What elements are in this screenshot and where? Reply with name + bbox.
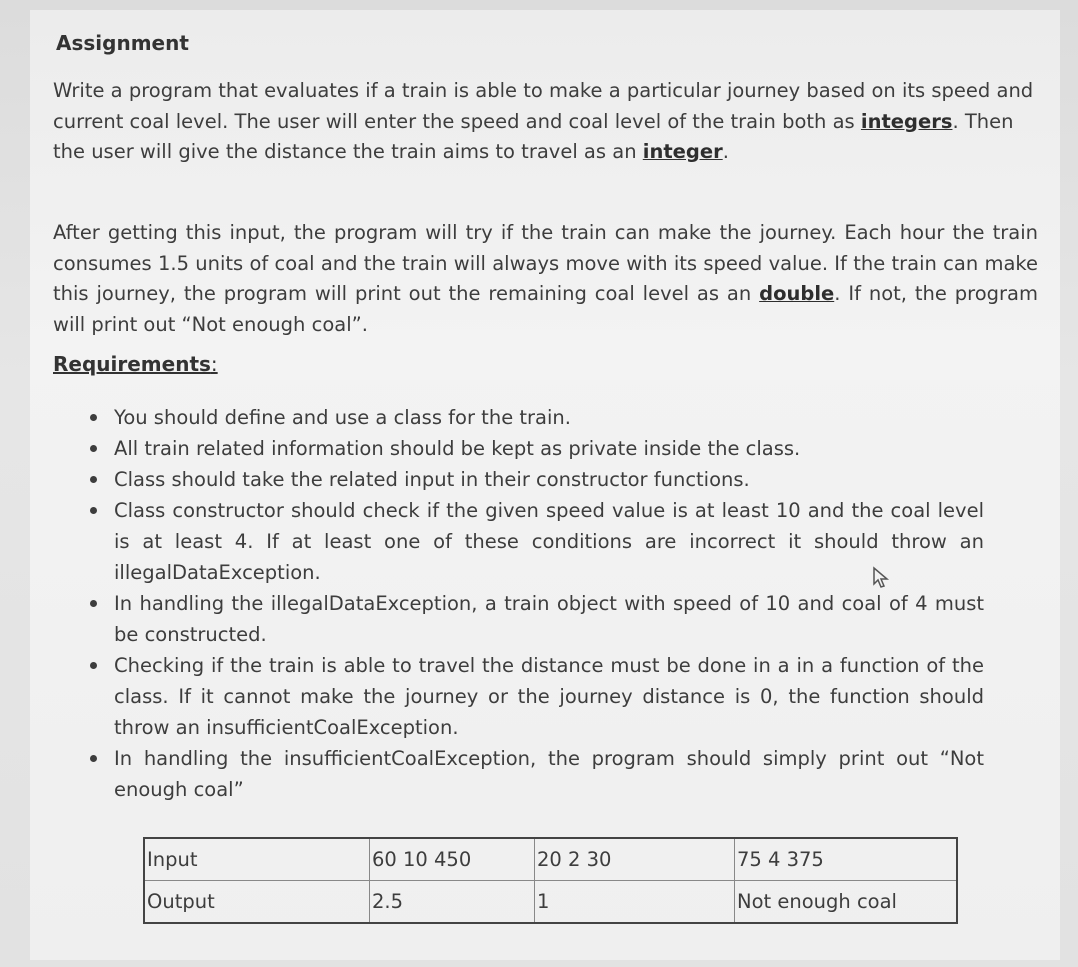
table-cell: 1	[535, 881, 735, 924]
keyword-double: double	[759, 282, 835, 305]
bullet-icon	[90, 414, 97, 421]
table-row-input	[144, 838, 957, 881]
requirements-heading-text: Requirements	[53, 352, 211, 376]
table-row-output	[144, 881, 957, 924]
requirement-text: Checking if the train is able to travel the distance must be done in a in a function of the class. If it cannot make the journey or the journey distance is 0, the function should throw an insufficientCoalException.	[114, 654, 984, 739]
requirements-list	[114, 402, 984, 805]
requirement-text: All train related information should be kept as private inside the class.	[114, 437, 801, 460]
behavior-text-1: After getting this input, the program will try if the train can make the journey. Each hour the train consumes 1.5 units of coal and the train will always move with its speed value. If the train can make this journey, the program will print out the remaining coal level as an	[53, 221, 1038, 305]
requirement-item	[114, 495, 984, 588]
bullet-icon	[90, 600, 97, 607]
mouse-pointer-icon-svg	[872, 566, 892, 590]
intro-paragraph	[53, 76, 1038, 168]
behavior-text-2: . If not, the program will print out “Not enough coal”.	[53, 282, 1038, 336]
table-cell: Output	[144, 881, 370, 924]
table-cell: 60 10 450	[370, 838, 535, 881]
io-example-table	[143, 837, 958, 924]
requirement-item	[114, 464, 984, 495]
intro-text-1: Write a program that evaluates if a train is able to make a particular journey based on its speed and current coal level. The user will enter the speed and coal level of the train both as	[53, 79, 1034, 133]
requirement-item	[114, 650, 984, 743]
requirement-item	[114, 402, 984, 433]
behavior-paragraph	[53, 218, 1038, 340]
requirement-text: Class should take the related input in their constructor functions.	[114, 468, 750, 491]
bullet-icon	[90, 476, 97, 483]
bullet-icon	[90, 507, 97, 514]
keyword-integers: integers	[860, 109, 953, 133]
requirement-text: In handling the illegalDataException, a train object with speed of 10 and coal of 4 must be constructed.	[114, 592, 984, 646]
intro-text-2: . Then the user will give the distance the train aims to travel as an	[53, 109, 1014, 163]
table-cell: 20 2 30	[535, 838, 735, 881]
keyword-integer: integer	[642, 140, 723, 163]
requirements-colon: :	[210, 352, 218, 376]
requirement-text: You should define and use a class for the train.	[114, 406, 571, 429]
bullet-icon	[90, 755, 97, 762]
table-cell: Input	[144, 838, 370, 881]
requirement-item	[114, 433, 984, 464]
bullet-icon	[90, 445, 97, 452]
table-cell: Not enough coal	[735, 881, 958, 924]
intro-text-3: .	[722, 140, 729, 163]
requirement-item	[114, 743, 984, 805]
bullet-icon	[90, 662, 97, 669]
requirement-text: Class constructor should check if the given speed value is at least 10 and the coal level is at least 4. If at least one of these conditions are incorrect it should throw an illegalDataException.	[114, 499, 984, 584]
assignment-title: Assignment	[56, 31, 189, 55]
mouse-pointer-icon	[872, 566, 892, 596]
requirements-heading	[53, 352, 218, 376]
requirement-item	[114, 588, 984, 650]
table-cell: 75 4 375	[735, 838, 958, 881]
table-cell: 2.5	[370, 881, 535, 924]
requirement-text: In handling the insufficientCoalException, the program should simply print out “Not enough coal”	[114, 747, 984, 801]
